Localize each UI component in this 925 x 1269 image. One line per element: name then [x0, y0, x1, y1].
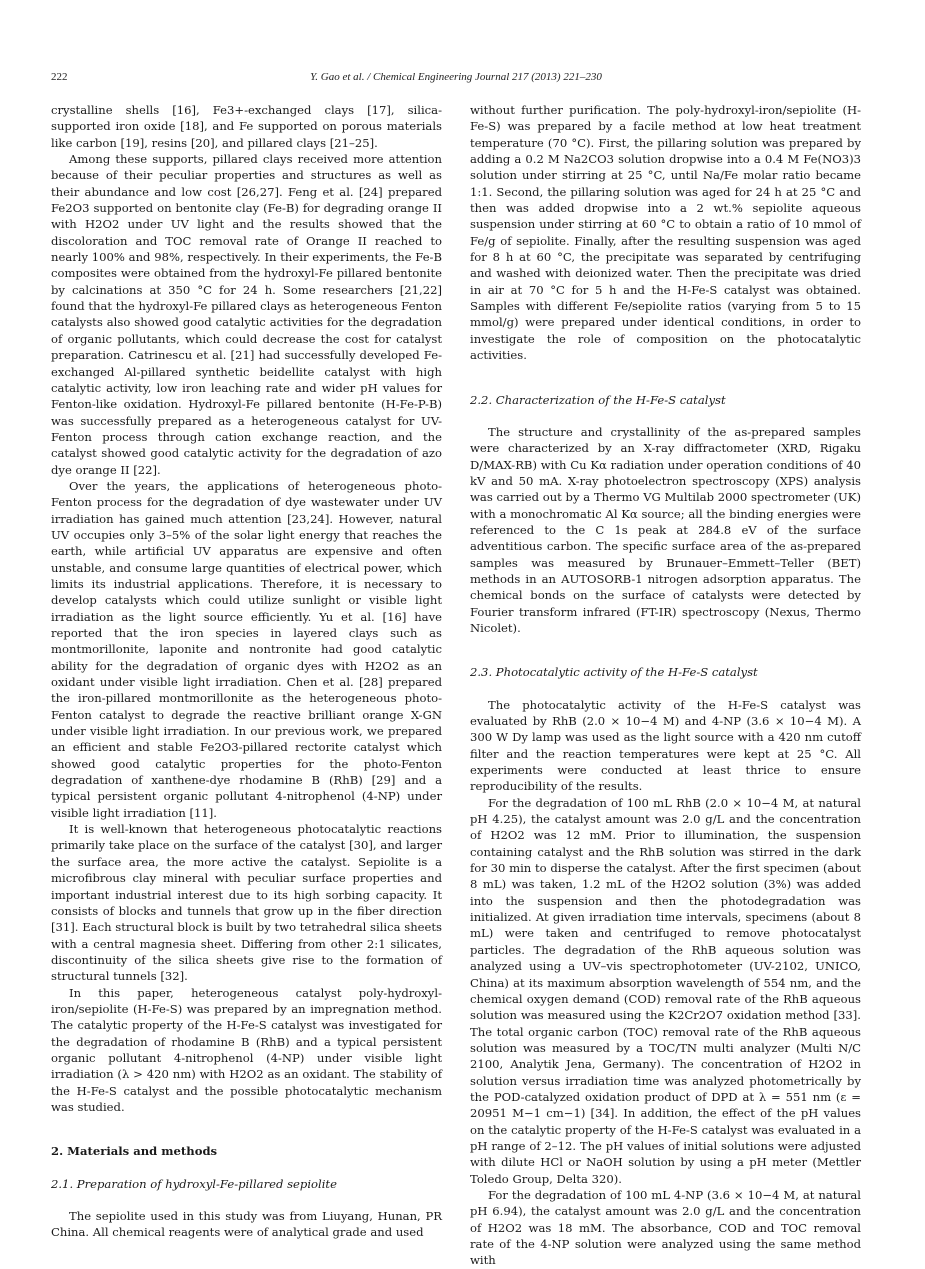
page-number: 222 — [51, 71, 68, 83]
right-column — [470, 102, 861, 1269]
paragraph-sepiolite-source: The sepiolite used in this study was from Liuyang, Hunan, PR China. All chemical reagents were of analytical grade and used — [51, 1209, 442, 1240]
paragraph-sepiolite: It is well-known that heterogeneous photocatalytic reactions primarily take place on the surface of the catalyst [30], and larger the surface area, the more active the catalyst. Sepiolite is a microfibrous clay mineral with peculiar surface properties and important industrial interest due to its high sorbing capacity. It consists of blocks and tunnels that grow up in the fiber direction [31]. Each structural block is built by two tetrahedral silica sheets with a central magnesia sheet. Differing from other 2:1 silicates, discontinuity of the silica sheets give rise to the formation of structural tunnels [32]. — [51, 822, 442, 984]
paragraph-this-paper: In this paper, heterogeneous catalyst poly-hydroxyl-iron/sepiolite (H-Fe-S) was prepared by an impregnation method. The catalytic property of the H-Fe-S catalyst was investigated for the degradation of rhodamine B (RhB) and a typical persistent organic pollutant 4-nitrophenol (4-NP) under visible light irradiation (λ > 420 nm) with H2O2 as an oxidant. The stability of the H-Fe-S catalyst and the possible photocatalytic mechanism was studied. — [51, 985, 442, 1114]
paragraph-pillared-clays: Among these supports, pillared clays received more attention because of their peculiar properties and structures as well as their abundance and low cost [26,27]. Feng et al. [24] prepared Fe2O3 supported on bentonite clay (Fe-B) for degrading orange II with H2O2 under UV light and the results showed that the discoloration and TOC removal rate of Orange II reached to nearly 100% and 98%, respectively. In their experiments, the Fe-B composites were obtained from the hydroxyl-Fe pillared bentonite by calcinations at 350 °C for 24 h. Some researchers [21,22] found that the hydroxyl-Fe pillared clays as heterogeneous Fenton catalysts also showed good catalytic activities for the degradation of organic pollutants, which could decrease the cost for catalyst preparation. Catrinescu et al. [21] had successfully developed Fe-exchanged Al-pillared synthetic beidellite catalyst with high catalytic activity, low iron leaching rate and wider pH values for Fenton-like oxidation. Hydroxyl-Fe pillared bentonite (H-Fe-P-B) was successfully prepared as a heterogeneous catalyst for UV-Fenton process through cation exchange reaction, and the catalyst showed good catalytic activity for the degradation of azo dye orange II [22]. — [51, 152, 442, 477]
section-heading-materials: 2. Materials and methods — [51, 1144, 218, 1159]
paragraph-preparation: without further purification. The poly-hydroxyl-iron/sepiolite (H-Fe-S) was prepared by a facile method at low heat treatment temperature (70 °C). First, the pillaring solution was prepared by adding a 0.2 M Na2CO3 solution dropwise into a 0.4 M Fe(NO3)3 solution under stirring at 25 °C, until Na/Fe molar ratio became 1:1. Second, the pillaring solution was aged for 24 h at 25 °C and then was added dropwise into a 2 wt.% sepiolite aqueous suspension under stirring at 60 °C to obtain a ratio of 10 mmol of Fe/g of sepiolite. Finally, after the resulting suspension was aged for 8 h at 60 °C, the precipitate was separated by centrifuging and washed with deionized water. Then the precipitate was dried in air at 70 °C for 5 h and the H-Fe-S catalyst was obtained. Samples with different Fe/sepiolite ratios (varying from 5 to 15 mmol/g) were prepared under identical conditions, in order to investigate the role of composition on the photocatalytic activities. — [470, 103, 861, 363]
running-header — [51, 71, 861, 87]
paragraph-photo-fenton: Over the years, the applications of heterogeneous photo-Fenton process for the degradation of dye wastewater under UV irradiation has gained much attention [23,24]. However, natural UV occupies only 3–5% of the solar light energy that reaches the earth, while artificial UV apparatus are expensive and often unstable, and consume large quantities of electrical power, which limits its industrial applications. Therefore, it is necessary to develop catalysts which could utilize sunlight or visible light irradiation as the light source efficiently. Yu et al. [16] have reported that the iron species in layered clays such as montmorillonite, laponite and nontronite had good catalytic ability for the degradation of organic dyes with H2O2 as an oxidant under visible light irradiation. Chen et al. [28] prepared the iron-pillared montmorillonite as the heterogeneous photo-Fenton catalyst to degrade the reactive brilliant orange X-GN under visible light irradiation. In our previous work, we prepared an efficient and stable Fe2O3-pillared rectorite catalyst which showed good catalytic properties for the photo-Fenton degradation of xanthene-dye rhodamine B (RhB) [29] and a typical persistent organic pollutant 4-nitrophenol (4-NP) under visible light irradiation [11]. — [51, 478, 442, 820]
paragraph-photocatalytic-activity: The photocatalytic activity of the H-Fe-S catalyst was evaluated by RhB (2.0 × 10−4 M) and 4-NP (3.6 × 10−4 M). A 300 W Dy lamp was used as the light source with a 420 nm cutoff filter and the reaction temperatures were kept at 25 °C. All experiments were conducted at least thrice to ensure reproducibility of the results. — [470, 697, 861, 794]
subsection-heading-2-1: 2.1. Preparation of hydroxyl-Fe-pillared sepiolite — [51, 1176, 337, 1191]
subsection-heading-2-2: 2.2. Characterization of the H-Fe-S catalyst — [470, 392, 726, 407]
paragraph-4np-degradation: For the degradation of 100 mL 4-NP (3.6 × 10−4 M, at natural pH 6.94), the catalyst amount was 2.0 g/L and the concentration of H2O2 was 18 mM. The absorbance, COD and TOC removal rate of the 4-NP solution were analyzed using the same method with — [470, 1187, 861, 1268]
journal-reference: Y. Gao et al. / Chemical Engineering Journal 217 (2013) 221–230 — [310, 71, 602, 83]
paragraph-rhb-degradation: For the degradation of 100 mL RhB (2.0 × 10−4 M, at natural pH 4.25), the catalyst amount was 2.0 g/L and the concentration of H2O2 was 12 mM. Prior to illumination, the suspension containing catalyst and the RhB solution was stirred in the dark for 30 min to disperse the catalyst. After the first specimen (about 8 mL) was taken, 1.2 mL of the H2O2 solution (3%) was added into the suspension and then the photodegradation was initialized. At given irradiation time intervals, specimens (about 8 mL) were taken and centrifuged to remove photocatalyst particles. The degradation of the RhB aqueous solution was analyzed using a UV–vis spectrophotometer (UV-2102, UNICO, China) at its maximum absorption wavelength of 554 nm, and the chemical oxygen demand (COD) removal rate of the RhB aqueous solution was measured using the K2Cr2O7 oxidation method [33]. The total organic carbon (TOC) removal rate of the RhB aqueous solution was measured by a TOC/TN multi analyzer (Multi N/C 2100, Analytik Jena, Germany). The concentration of H2O2 in solution versus irradiation time was analyzed photometrically by the POD-catalyzed oxidation product of DPD at λ = 551 nm (ε = 20951 M−1 cm−1) [34]. In addition, the effect of the pH values on the catalytic property of the H-Fe-S catalyst was evaluated in a pH range of 2–12. The pH values of initial solutions were adjusted with dilute HCl or NaOH solution by using a pH meter (Mettler Toledo Group, Delta 320). — [470, 795, 861, 1186]
paragraph-characterization: The structure and crystallinity of the as-prepared samples were characterized by an X-ray diffractometer (XRD, Rigaku D/MAX-RB) with Cu Kα radiation under operation conditions of 40 kV and 50 mA. X-ray photoelectron spectroscopy (XPS) analysis was carried out by a Thermo VG Multilab 2000 spectrometer (UK) with a monochromatic Al Kα source; all the binding energies were referenced to the C 1s peak at 284.8 eV of the surface adventitious carbon. The specific surface area of the as-prepared samples was measured by Brunauer–Emmett–Teller (BET) methods in an AUTOSORB-1 nitrogen adsorption apparatus. The chemical bonds on the surface of catalysts were detected by Fourier transform infrared (FT-IR) spectroscopy (Nexus, Thermo Nicolet). — [470, 424, 861, 635]
subsection-heading-2-3: 2.3. Photocatalytic activity of the H-Fe-S catalyst — [470, 665, 758, 680]
left-column — [51, 102, 442, 1241]
paragraph-intro-cont: crystalline shells [16], Fe3+-exchanged clays [17], silica-supported iron oxide [18], and Fe supported on porous materials like carbon [19], resins [20], and pillared clays [21–25]. — [51, 103, 442, 150]
